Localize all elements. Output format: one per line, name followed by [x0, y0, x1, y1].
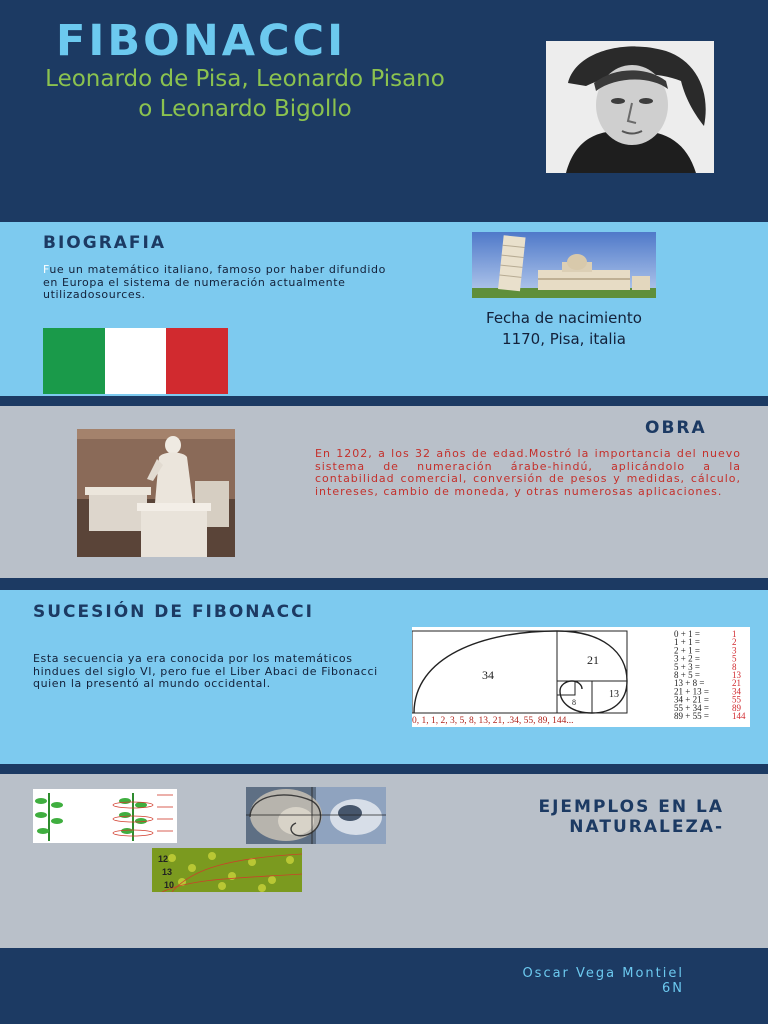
fibonacci-portrait [546, 41, 714, 173]
sum-expression: 21 + 13 = [674, 686, 709, 697]
sum-expression: 2 + 1 = [674, 645, 700, 656]
flag-stripe-green [43, 328, 105, 394]
flag-stripe-red [166, 328, 228, 394]
sum-result: 5 [732, 653, 737, 664]
obra-text: En 1202, a los 32 años de edad.Mostró la importancia del nuevo sistema de numeración árabe-hindú, aplicándolo a la contabilidad comercial, conversión de pesos y medidas, cálculo, intereses, cambio de moneda, y otras numerosas aplicaciones. [315, 447, 741, 498]
sunflower-spiral-image [152, 848, 302, 892]
biografia-first-letter: F [43, 263, 50, 276]
author-group: 6N [662, 981, 684, 996]
biografia-text-body: ue un matemático italiano, famoso por haber difundido en Europa el sistema de numeración actualmente utilizadosources. [43, 263, 386, 301]
square-label-21: 21 [587, 653, 599, 667]
sucesion-text: Esta secuencia ya era conocida por los matemáticos hindues del siglo VI, pero fue el Liber Abaci de Fibonacci quien la presentó al mundo occidental. [33, 652, 378, 690]
square-label-34: 34 [482, 668, 494, 682]
sum-result: 3 [732, 645, 737, 656]
sum-expression: 3 + 2 = [674, 653, 700, 664]
sum-result: 13 [732, 670, 741, 680]
biografia-heading: BIOGRAFIA [43, 233, 167, 253]
fibonacci-spiral-figure [412, 627, 750, 727]
sum-result: 34 [732, 686, 741, 697]
page-title: FIBONACCI [56, 16, 347, 66]
obra-heading: OBRA [645, 418, 707, 438]
sum-expression: 5 + 3 = [674, 661, 700, 672]
italy-flag [43, 328, 228, 394]
pisa-tower-photo [472, 232, 656, 298]
sum-result: 1 [732, 629, 737, 639]
biografia-text [43, 264, 393, 302]
square-label-13: 13 [609, 689, 619, 700]
sum-result: 144 [732, 711, 746, 721]
sum-expression: 1 + 1 = [674, 637, 700, 648]
birth-value: 1170, Pisa, italia [502, 330, 626, 348]
sum-expression: 0 + 1 = [674, 629, 700, 639]
sunflower-label-13: 13 [162, 867, 173, 877]
birth-label: Fecha de nacimiento [486, 309, 642, 327]
fibonacci-sequence-text: 0, 1, 1, 2, 3, 5, 8, 13, 21, .34, 55, 89, 144... [412, 716, 574, 726]
sum-expression: 89 + 55 = [674, 711, 709, 721]
sum-result: 2 [732, 637, 737, 648]
sum-expression: 13 + 8 = [674, 678, 705, 689]
sunflower-label-10: 10 [164, 880, 175, 890]
sum-result: 8 [732, 661, 737, 672]
author-credit [430, 966, 684, 996]
author-name: Oscar Vega Montiel [522, 966, 684, 981]
nautilus-storm-image [246, 787, 386, 844]
naturaleza-heading: EJEMPLOS EN LA NATURALEZA- [538, 797, 724, 837]
sucesion-heading: SUCESIÓN DE FIBONACCI [33, 602, 314, 622]
sum-expression: 8 + 5 = [674, 670, 700, 680]
sum-result: 55 [732, 694, 741, 705]
birth-info [420, 308, 708, 350]
sum-result: 89 [732, 702, 741, 713]
flag-stripe-white [105, 328, 167, 394]
fibonacci-statue-photo [77, 429, 235, 557]
square-label-8: 8 [572, 698, 576, 707]
sum-result: 21 [732, 678, 741, 689]
sum-expression: 55 + 34 = [674, 702, 709, 713]
page-subtitle: Leonardo de Pisa, Leonardo Pisano o Leonardo Bigollo [45, 66, 445, 122]
sum-expression: 34 + 21 = [674, 694, 709, 705]
sunflower-label-12: 12 [158, 854, 169, 864]
fibonacci-plant-image [33, 789, 177, 843]
